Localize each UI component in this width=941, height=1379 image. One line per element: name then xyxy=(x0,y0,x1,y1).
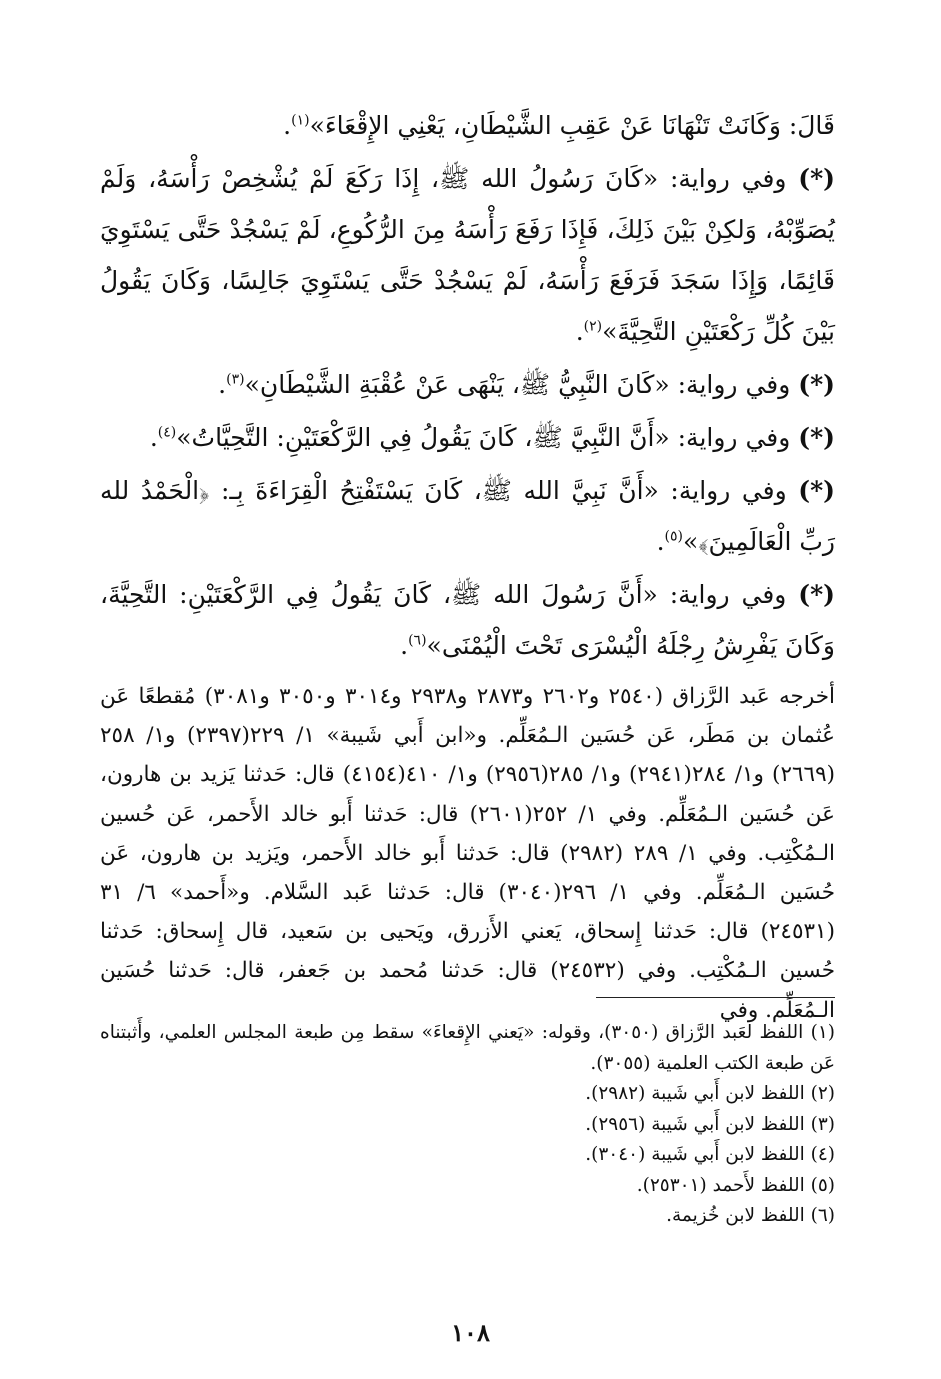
star-marker: (*) xyxy=(798,580,835,609)
paragraph-text: وفي رواية: «كَانَ النَّبِيُّ ﷺ، يَنْهَى عَنْ عُقْبَةِ الشَّيْطَانِ» xyxy=(244,370,799,399)
star-marker: (*) xyxy=(798,423,835,452)
footnote-2: (٢) اللفظ لابن أَبي شَيبة (٢٩٨٢). xyxy=(585,1083,835,1104)
star-marker: (*) xyxy=(798,164,835,193)
paragraph-text: وفي رواية: «أَنَّ النَّبِيَّ ﷺ، كَانَ يَقُولُ فِي الرَّكْعَتَيْنِ: التَّحِيَّاتُ» xyxy=(176,423,799,452)
hadith-paragraph xyxy=(100,359,835,410)
hadith-paragraph xyxy=(100,465,835,567)
paragraph-tail: . xyxy=(575,317,584,346)
footnote-1: (١) اللفظ لعَبد الرَّزاق (٣٠٥٠)، وقوله: «يَعني الإِقعاءَ» سقط مِن طبعة المجلس العلمي، وأَثبتناه عَن طبعة الكتب العلمية (٣٠٥٥). xyxy=(100,1022,835,1074)
paragraph-text: وفي رواية: «كَانَ رَسُولُ الله ﷺ، إِذَا رَكَعَ لَمْ يُشْخِصْ رَأْسَهُ، وَلَمْ يُصَوِّبْهُ، وَلكِنْ بَيْنَ ذَلِكَ، فَإِذَا رَفَعَ رَأْسَهُ مِنَ الرُّكُوعِ، لَمْ يَسْجُدْ حَتَّى يَسْتَوِيَ قَائِمًا، وَإِذَا سَجَدَ فَرَفَعَ رَأْسَهُ، لَمْ يَسْجُدْ حَتَّى يَسْتَوِيَ جَالِسًا، وَكَانَ يَقُولُ بَيْنَ كُلِّ رَكْعَتَيْنِ التَّحِيَّةَ» xyxy=(100,164,835,346)
footnote-5: (٥) اللفظ لأَحمد (٢٥٣٠١). xyxy=(636,1174,835,1196)
hadith-paragraph xyxy=(100,153,835,357)
main-text xyxy=(100,100,835,1030)
footnote-ref[interactable]: (٥) xyxy=(664,528,683,545)
paragraph-text: قَالَ: وَكَانَتْ تَنْهَانَا عَنْ عَقِبِ الشَّيْطَانِ، يَعْنِي الإِقْعَاءَ» xyxy=(309,111,835,140)
footnote-separator xyxy=(596,997,835,998)
page-number: ١٠٨ xyxy=(451,1318,490,1347)
footnotes xyxy=(100,1018,835,1232)
hadith-paragraph xyxy=(100,100,835,151)
footnote-3: (٣) اللفظ لابن أَبي شَيبة (٢٩٥٦). xyxy=(585,1113,835,1135)
footnote-ref[interactable]: (٢) xyxy=(583,318,603,335)
footnote-4: (٤) اللفظ لابن أَبي شَيبة (٣٠٤٠). xyxy=(585,1144,835,1165)
paragraph-tail: . xyxy=(656,527,665,556)
paragraph-text: وفي رواية: «أَنَّ رَسُولَ الله ﷺ، كَانَ يَقُولُ فِي الرَّكْعَتَيْنِ: التَّحِيَّةَ، وَكَانَ يَفْرِشُ رِجْلَهُ الْيُسْرَى تَحْتَ الْيُمْنَى» xyxy=(100,580,835,660)
paragraph-tail: . xyxy=(149,423,158,452)
paragraph-tail: . xyxy=(283,111,292,140)
footnote-ref[interactable]: (٤) xyxy=(157,424,177,441)
footnote-ref[interactable]: (٣) xyxy=(226,371,245,388)
hadith-paragraph xyxy=(100,412,835,463)
footnote-ref[interactable]: (١) xyxy=(291,112,310,129)
paragraph-tail: . xyxy=(400,631,409,660)
paragraph-text: وفي رواية: «أَنَّ نَبِيَّ الله ﷺ، كَانَ يَسْتَفْتِحُ الْقِرَاءَةَ بِـ: ﴿الْحَمْدُ لله رَبِّ الْعَالَمِينَ﴾» xyxy=(100,476,835,556)
star-marker: (*) xyxy=(798,370,835,399)
takhrij-paragraph: أخرجه عَبد الرَّزاق (٢٥٤٠ و٢٦٠٢ و٢٨٧٣ و٢٩٣٨ و٣٠١٤ و٣٠٥٠ و٣٠٨١) مُقطعًا عَن عُثمان بن مَطَر، عَن حُسَين الـمُعَلِّم. و«ابن أَبي شَيبة» ١/ ٢٢٩(٢٣٩٧) و١/ ٢٥٨ (٢٦٦٩) و١/ ٢٨٤(٢٩٤١) و١/ ٢٨٥(٢٩٥٦) و١/ ٤١٠(٤١٥٤) قال: حَدثنا يَزيد بن هارون، عَن حُسَين الـمُعَلِّم. وفي ١/ ٢٥٢(٢٦٠١) قال: حَدثنا أَبو خالد الأَحمر، عَن حُسين الـمُكْتِب. وفي ١/ ٢٨٩ (٢٩٨٢) قال: حَدثنا أَبو خالد الأَحمر، ويَزيد بن هارون، عَن حُسَين الـمُعَلِّم. وفي ١/ ٢٩٦(٣٠٤٠) قال: حَدثنا عَبد السَّلام. و«أَحمد» ٦/ ٣١ (٢٤٥٣١) قال: حَدثنا إِسحاق، يَعني الأَزرق، ويَحيى بن سَعيد، قال إِسحاق: حَدثنا حُسين الـمُكْتِب. وفي (٢٤٥٣٢) قال: حَدثنا مُحمد بن جَعفر، قال: حَدثنا حُسَين الـمُعَلِّم. وفي xyxy=(100,684,836,1023)
hadith-paragraph xyxy=(100,569,835,671)
star-marker: (*) xyxy=(798,476,835,505)
paragraph-tail: . xyxy=(218,370,227,399)
footnote-ref[interactable]: (٦) xyxy=(408,632,427,649)
footnote-6: (٦) اللفظ لابن خُزيمة. xyxy=(666,1205,835,1226)
